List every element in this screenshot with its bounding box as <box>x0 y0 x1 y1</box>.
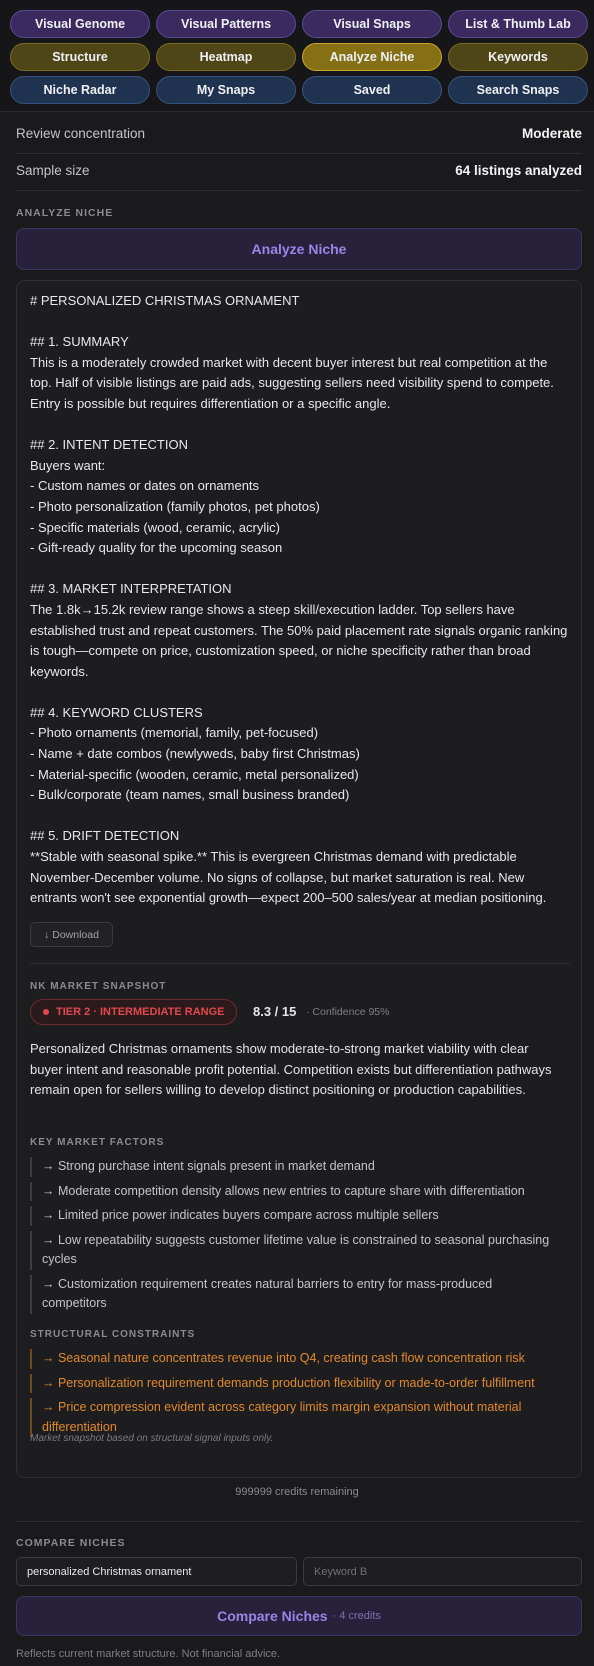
footer-disclaimer: Reflects current market structure. Not financial advice. <box>16 1648 281 1660</box>
tab-structure[interactable]: Structure <box>10 43 150 71</box>
snapshot-disclaimer: Market snapshot based on structural signal inputs only. <box>30 1433 274 1444</box>
key-market-factors-list <box>30 1157 560 1319</box>
tab-analyze-niche[interactable]: Analyze Niche <box>302 43 442 71</box>
tab-keywords[interactable]: Keywords <box>448 43 588 71</box>
tab-bar <box>0 0 594 112</box>
divider <box>16 1521 582 1522</box>
tab-visual-genome[interactable]: Visual Genome <box>10 10 150 38</box>
snapshot-confidence: · Confidence 95% <box>306 1006 390 1018</box>
market-factor-item: → Strong purchase intent signals present in market demand <box>30 1157 560 1177</box>
tab-search-snaps[interactable]: Search Snaps <box>448 76 588 104</box>
keyword-b-input[interactable] <box>303 1557 582 1586</box>
tier-badge <box>30 999 237 1025</box>
tier-dot-icon <box>43 1009 49 1015</box>
market-factor-item: → Low repeatability suggests customer lifetime value is constrained to seasonal purchasing cycles <box>30 1231 560 1270</box>
compare-niches-label: Compare Niches <box>217 1608 328 1624</box>
review-concentration-value: Moderate <box>521 126 582 141</box>
credits-remaining: 999999 credits remaining <box>235 1486 359 1498</box>
snapshot-score: 8.3 / 15 <box>253 1004 297 1019</box>
analyze-niche-section-title: ANALYZE NICHE <box>16 207 114 219</box>
tier-label: TIER 2 · INTERMEDIATE RANGE <box>56 1006 225 1018</box>
review-concentration-row <box>16 126 582 141</box>
divider <box>30 963 570 964</box>
compare-niches-cost: · 4 credits <box>332 1610 381 1622</box>
constraint-item: → Personalization requirement demands production flexibility or made-to-order fulfillment <box>30 1374 560 1394</box>
divider <box>16 190 582 191</box>
sample-size-value: 64 listings analyzed <box>455 163 582 178</box>
compare-niches-button[interactable] <box>16 1596 582 1636</box>
tab-list-thumb-lab[interactable]: List & Thumb Lab <box>448 10 588 38</box>
structural-constraints-list <box>30 1349 560 1442</box>
constraint-item: → Seasonal nature concentrates revenue into Q4, creating cash flow concentration risk <box>30 1349 560 1369</box>
tab-niche-radar[interactable]: Niche Radar <box>10 76 150 104</box>
key-market-factors-title: KEY MARKET FACTORS <box>30 1137 165 1148</box>
market-factor-item: → Limited price power indicates buyers compare across multiple sellers <box>30 1206 560 1226</box>
sample-size-row <box>16 163 582 178</box>
review-concentration-label: Review concentration <box>16 126 146 141</box>
compare-niches-section-title: COMPARE NICHES <box>16 1537 126 1549</box>
constraint-item: → Price compression evident across category limits margin expansion without material differentiation <box>30 1398 560 1437</box>
tab-my-snaps[interactable]: My Snaps <box>156 76 296 104</box>
analyze-niche-button[interactable]: Analyze Niche <box>16 228 582 270</box>
download-button[interactable]: ↓ Download <box>30 922 113 947</box>
market-factor-item: → Moderate competition density allows new entries to capture share with differentiation <box>30 1182 560 1202</box>
tab-heatmap[interactable]: Heatmap <box>156 43 296 71</box>
tab-visual-snaps[interactable]: Visual Snaps <box>302 10 442 38</box>
market-snapshot-title: NK MARKET SNAPSHOT <box>30 981 167 992</box>
market-factor-item: → Customization requirement creates natural barriers to entry for mass-produced competitors <box>30 1275 560 1314</box>
niche-report-text: # PERSONALIZED CHRISTMAS ORNAMENT ## 1. SUMMARY This is a moderately crowded market with decent buyer interest but real competition at the top. Half of visible listings are paid ads, suggesting sellers need visibility spend to compete. Entry is possible but requires differentiation or a specific angle. ## 2. INTENT DETECTION Buyers want: - Custom names or dates on ornaments - Photo personalization (family photos, pet photos) - Specific materials (wood, ceramic, acrylic) - Gift-ready quality for the upcoming season ## 3. MARKET INTERPRETATION The 1.8k→15.2k review range shows a steep skill/execution ladder. Top sellers have established trust and repeat customers. The 50% paid placement rate signals organic ranking is tough—compete on price, customization speed, or niche specificity rather than broad keywords. ## 4. KEYWORD CLUSTERS - Photo ornaments (memorial, family, pet-focused) - Name + date combos (newlyweds, baby first Christmas) - Material-specific (wooden, ceramic, metal personalized) - Bulk/corporate (team names, small business branded) ## 5. DRIFT DETECTION **Stable with seasonal spike.** This is evergreen Christmas demand with predictable November-December volume. No signs of collapse, but market saturation is real. New entrants won't see exponential growth—expect 200–500 sales/year at median positioning. <box>30 293 568 906</box>
tab-visual-patterns[interactable]: Visual Patterns <box>156 10 296 38</box>
snapshot-summary: Personalized Christmas ornaments show moderate-to-strong market viability with clear buyer intent and reasonable profit potential. Competition exists but differentiation pathways remain open for sellers willing to develop distinct positioning or production capabilities. <box>30 1041 552 1098</box>
keyword-a-input[interactable] <box>16 1557 297 1586</box>
sample-size-label: Sample size <box>16 163 90 178</box>
divider <box>16 153 582 154</box>
structural-constraints-title: STRUCTURAL CONSTRAINTS <box>30 1329 196 1340</box>
tab-saved[interactable]: Saved <box>302 76 442 104</box>
analysis-result-card <box>16 280 582 1478</box>
